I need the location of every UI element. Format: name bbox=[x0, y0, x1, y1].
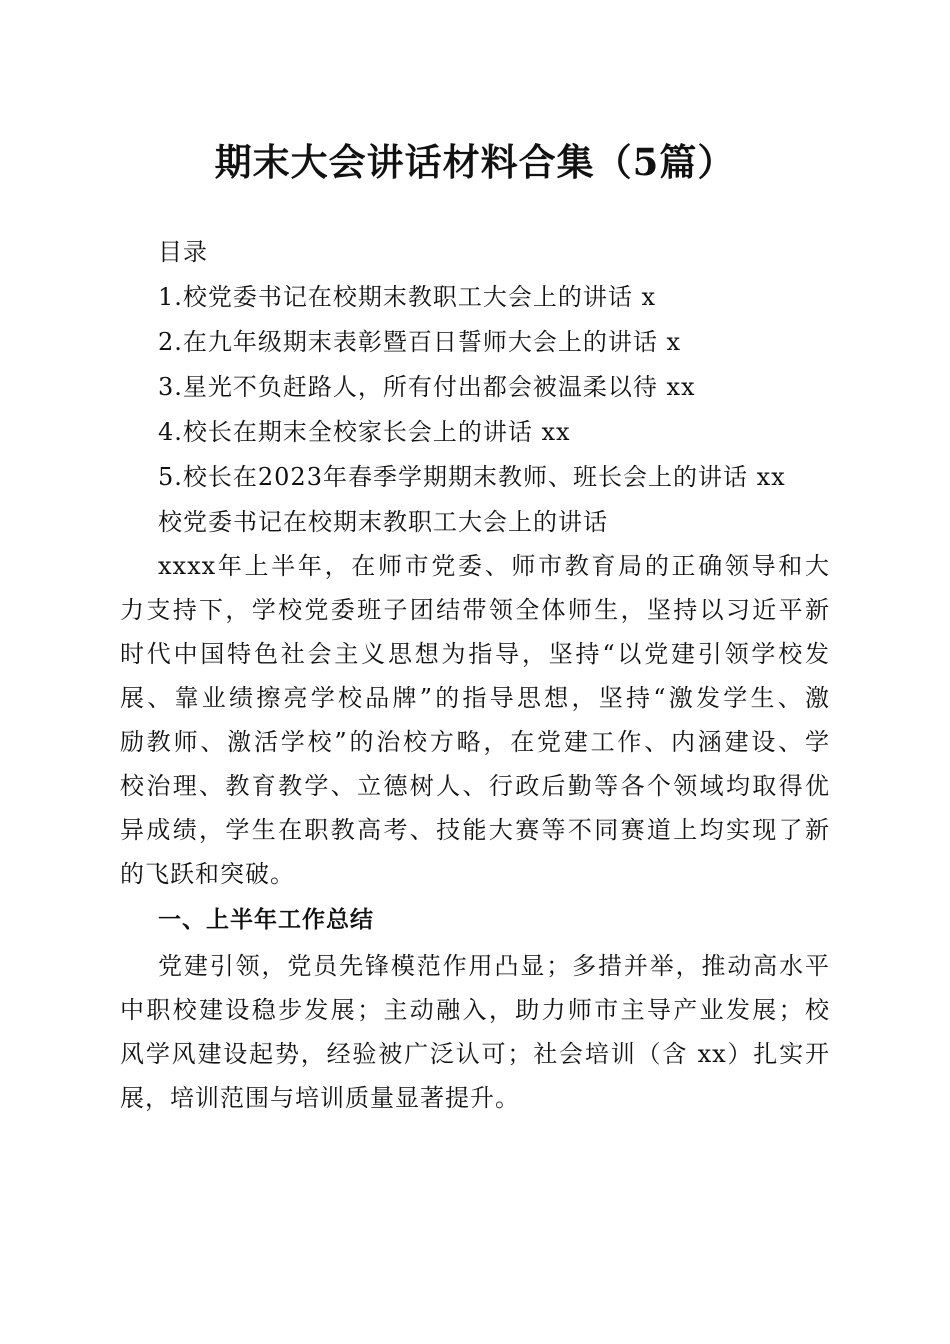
document-title: 期末大会讲话材料合集（5篇） bbox=[214, 140, 736, 184]
toc-item-3: 3.星光不负赶路人，所有付出都会被温柔以待 xx bbox=[158, 373, 696, 401]
paragraph2-line: 风学风建设起势，经验被广泛认可；社会培训（含 xx）扎实开 bbox=[120, 1040, 830, 1068]
toc-item-5: 5.校长在2023年春季学期期末教师、班长会上的讲话 xx bbox=[158, 463, 786, 491]
paragraph1-line: xxxx年上半年，在师市党委、师市教育局的正确领导和大 bbox=[158, 552, 830, 580]
toc-item-4: 4.校长在期末全校家长会上的讲话 xx bbox=[158, 418, 571, 446]
toc-item-1: 1.校党委书记在校期末教职工大会上的讲话 x bbox=[158, 283, 657, 311]
section-title: 校党委书记在校期末教职工大会上的讲话 bbox=[158, 508, 608, 536]
paragraph2-line: 党建引领，党员先锋模范作用凸显；多措并举，推动高水平 bbox=[158, 952, 830, 980]
paragraph1-line: 力支持下，学校党委班子团结带领全体师生，坚持以习近平新 bbox=[120, 596, 830, 624]
paragraph1-line: 励教师、激活学校”的治校方略，在党建工作、内涵建设、学 bbox=[120, 728, 830, 756]
paragraph2-line: 中职校建设稳步发展；主动融入，助力师市主导产业发展；校 bbox=[120, 996, 830, 1024]
paragraph1-line: 时代中国特色社会主义思想为指导，坚持“以党建引领学校发 bbox=[120, 640, 830, 668]
paragraph1-line: 异成绩，学生在职教高考、技能大赛等不同赛道上均实现了新 bbox=[120, 816, 830, 844]
paragraph2-line: 展，培训范围与培训质量显著提升。 bbox=[120, 1084, 520, 1112]
paragraph1-line: 校治理、教育教学、立德树人、行政后勤等各个领域均取得优 bbox=[120, 772, 830, 800]
section-heading: 一、上半年工作总结 bbox=[158, 907, 374, 933]
toc-label: 目录 bbox=[158, 238, 208, 266]
toc-item-2: 2.在九年级期末表彰暨百日誓师大会上的讲话 x bbox=[158, 328, 682, 356]
paragraph1-line: 展、靠业绩擦亮学校品牌”的指导思想，坚持“激发学生、激 bbox=[120, 684, 830, 712]
paragraph1-line: 的飞跃和突破。 bbox=[120, 860, 295, 888]
